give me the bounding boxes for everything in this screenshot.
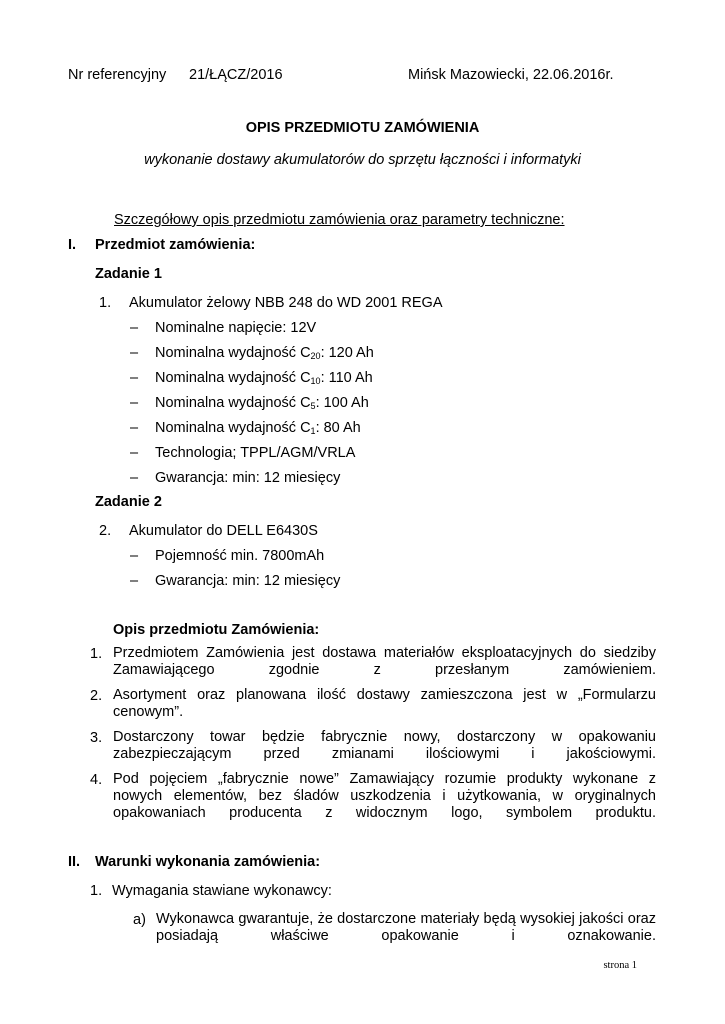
requirement-letter: a) xyxy=(133,912,146,928)
description-point: Asortyment oraz planowana ilość dostawy zamieszczona jest w „Formularzu cenowym”. xyxy=(113,687,656,720)
intro-heading: Szczegółowy opis przedmiotu zamówienia oraz parametry techniczne: xyxy=(114,212,565,228)
document-subtitle: wykonanie dostawy akumulatorów do sprzętu łączności i informatyki xyxy=(144,152,581,168)
place-date: Mińsk Mazowiecki, 22.06.2016r. xyxy=(408,67,614,83)
reference-number: 21/ŁĄCZ/2016 xyxy=(189,67,283,83)
dash-bullet: – xyxy=(130,445,139,461)
spec-text: Nominalna wydajność $C_{10}$: 110 Ah xyxy=(155,370,373,386)
spec-text: Gwarancja: min: 12 miesięcy xyxy=(155,573,341,589)
spec-text: Nominalne napięcie: 12V xyxy=(155,320,317,336)
section-1-number: I. xyxy=(68,237,77,253)
description-point-number: 4. xyxy=(90,772,103,788)
task-2-item-number: 2. xyxy=(99,523,112,539)
section-2-title: Warunki wykonania zamówienia: xyxy=(95,854,321,870)
section-2-item: Wymagania stawiane wykonawcy: xyxy=(112,883,332,899)
spec-text: Nominalna wydajność $C_5$: 100 Ah xyxy=(155,395,369,411)
spec-text: Gwarancja: min: 12 miesięcy xyxy=(155,470,341,486)
document-title: OPIS PRZEDMIOTU ZAMÓWIENIA xyxy=(245,120,480,136)
requirement-text: Wykonawca gwarantuje, że dostarczone materiały będą wysokiej jakości oraz posiadają właściwe opakowanie i oznakowanie. xyxy=(156,911,656,944)
description-point: Przedmiotem Zamówienia jest dostawa materiałów eksploatacyjnych do siedziby Zamawiającego zgodnie z przesłanym zamówieniem. xyxy=(113,645,656,678)
task-1-item: Akumulator żelowy NBB 248 do WD 2001 REGA xyxy=(129,295,443,311)
description-title: Opis przedmiotu Zamówienia: xyxy=(113,622,320,638)
spec-text: Nominalna wydajność $C_{20}$: 120 Ah xyxy=(155,345,374,361)
dash-bullet: – xyxy=(130,573,139,589)
task-1-title: Zadanie 1 xyxy=(95,266,162,282)
section-2-number: II. xyxy=(68,854,81,870)
description-point-number: 3. xyxy=(90,730,103,746)
section-2-item-number: 1. xyxy=(90,883,103,899)
reference-label: Nr referencyjny xyxy=(68,67,167,83)
spec-text: Technologia; TPPL/AGM/VRLA xyxy=(155,445,356,461)
task-2-item: Akumulator do DELL E6430S xyxy=(129,523,318,539)
page-number: strona 1 xyxy=(603,960,637,971)
spec-text: Pojemność min. 7800mAh xyxy=(155,548,325,564)
spec-text: Nominalna wydajność $C_1$: 80 Ah xyxy=(155,420,361,436)
dash-bullet: – xyxy=(130,548,139,564)
description-point-number: 2. xyxy=(90,688,103,704)
dash-bullet: – xyxy=(130,345,139,361)
dash-bullet: – xyxy=(130,420,139,436)
task-2-title: Zadanie 2 xyxy=(95,494,162,510)
dash-bullet: – xyxy=(130,395,139,411)
task-1-item-number: 1. xyxy=(99,295,112,311)
dash-bullet: – xyxy=(130,370,139,386)
description-point: Pod pojęciem „fabrycznie nowe” Zamawiający rozumie produkty wykonane z nowych elementów, bez śladów uszkodzenia i użytkowania, w oryginalnych opakowaniach producenta z widocznym logo, symbolem produktu. xyxy=(113,771,656,821)
description-point: Dostarczony towar będzie fabrycznie nowy, dostarczony w opakowaniu zabezpieczającym przed zmianami ilościowymi i jakościowymi. xyxy=(113,729,656,762)
section-1-title: Przedmiot zamówienia: xyxy=(95,237,256,253)
description-point-number: 1. xyxy=(90,646,103,662)
dash-bullet: – xyxy=(130,470,139,486)
dash-bullet: – xyxy=(130,320,139,336)
